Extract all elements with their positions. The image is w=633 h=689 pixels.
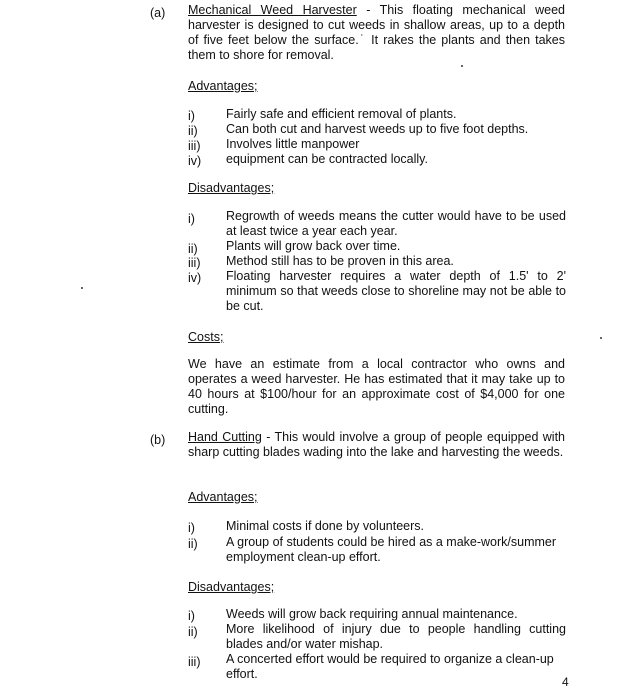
section-a-costs-text: We have an estimate from a local contractor who owns and operates a weed harvester. He has estimated that it may take up to 40 hours at $100/hour for an approximate cost of $4,000 for one cutting.	[188, 357, 565, 416]
list-item: More likelihood of injury due to people handling cutting blades and/or water mishap.	[226, 622, 566, 651]
list-item-number: i)	[188, 521, 195, 535]
section-b-disadvantages-heading: Disadvantages;	[188, 580, 275, 594]
list-item-number: ii)	[188, 625, 198, 639]
section-a-heading: Mechanical Weed Harvester	[188, 3, 357, 17]
list-item: Fairly safe and efficient removal of plants.	[226, 107, 457, 121]
section-b-paragraph	[188, 430, 565, 460]
list-item: Plants will grow back over time.	[226, 239, 401, 253]
list-item-number: ii)	[188, 537, 198, 551]
section-a-marker: (a)	[150, 6, 166, 20]
list-item: Weeds will grow back requiring annual maintenance.	[226, 607, 518, 621]
scan-speck	[81, 287, 83, 289]
list-item: Involves little manpower	[226, 137, 360, 151]
section-b-marker: (b)	[150, 433, 166, 447]
scan-speck	[600, 337, 602, 339]
list-item: Regrowth of weeds means the cutter would have to be used at least twice a year each year.	[226, 209, 566, 238]
list-item-number: iv)	[188, 154, 202, 168]
list-item: Floating harvester requires a water depth of 1.5' to 2' minimum so that weeds close to shoreline may not be able to be cut.	[226, 269, 566, 313]
list-item: A concerted effort would be required to organize a clean-up effort.	[226, 652, 554, 681]
scan-speck	[461, 65, 463, 67]
section-b-heading: Hand Cutting	[188, 430, 262, 444]
page-number: 4	[562, 675, 569, 689]
list-item: equipment can be contracted locally.	[226, 152, 428, 166]
list-item-number: iv)	[188, 271, 202, 285]
list-item: Can both cut and harvest weeds up to five foot depths.	[226, 122, 529, 136]
section-b-advantages-heading: Advantages;	[188, 490, 258, 504]
list-item: Method still has to be proven in this area.	[226, 254, 454, 268]
section-a-intro: - This floating mechanical weed harvester is designed to cut weeds in shallow areas, up to a depth of five feet below the surface.˙ It rakes the plants and then takes them to shore for removal.	[188, 3, 565, 62]
list-item: Minimal costs if done by volunteers.	[226, 519, 425, 533]
list-item-number: ii)	[188, 242, 198, 256]
list-item-number: iii)	[188, 139, 201, 153]
list-item-number: iii)	[188, 655, 201, 669]
list-item: A group of students could be hired as a make-work/summer employment clean-up effort.	[226, 535, 557, 564]
list-item-number: i)	[188, 109, 195, 123]
list-item-number: i)	[188, 212, 195, 226]
section-a-costs-heading: Costs;	[188, 330, 224, 344]
section-a-paragraph	[188, 3, 565, 63]
section-b-intro: - This would involve a group of people equipped with sharp cutting blades wading into the lake and harvesting the weeds.	[188, 430, 565, 459]
list-item-number: i)	[188, 609, 195, 623]
section-a-advantages-heading: Advantages;	[188, 79, 258, 93]
list-item-number: iii)	[188, 256, 201, 270]
list-item-number: ii)	[188, 124, 198, 138]
section-a-disadvantages-heading: Disadvantages;	[188, 181, 275, 195]
